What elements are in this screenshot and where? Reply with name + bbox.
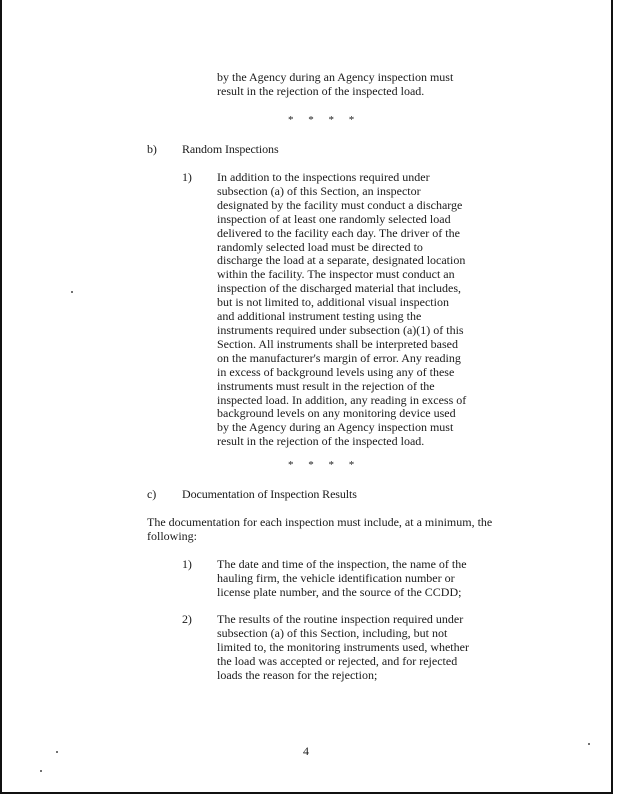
text-line: background levels on any monitoring device used [217,406,456,421]
scan-speck [40,770,42,772]
text-line: subsection (a) of this Section, including, but not [217,625,448,640]
text-line: The documentation for each inspection must include, at a minimum, the [147,515,493,529]
text-line: result in the rejection of the inspected load. [217,83,425,98]
text-line: but is not limited to, additional visual inspection [217,295,449,310]
scan-speck [588,743,590,745]
text-line: inspection of the discharged material that includes, [217,281,462,296]
text-line: In addition to the inspections required under [217,170,430,184]
text-line: the load was accepted or rejected, and for rejected [217,653,458,668]
text-line: inspected load. In addition, any reading in excess of [217,392,467,407]
scan-speck [56,751,58,753]
item-c2-paragraph [217,613,469,683]
section-c-title: Documentation of Inspection Results [182,487,357,501]
text-line: delivered to the facility each day. The driver of the [217,225,460,240]
text-line: by the Agency during an Agency inspection must [217,70,454,84]
section-break-stars: * * * * [288,114,361,126]
section-b-title: Random Inspections [182,142,279,156]
text-line: hauling firm, the vehicle identification number or [217,570,455,585]
text-line: loads the reason for the rejection; [217,667,378,682]
item-c1-number: 1) [182,557,192,571]
carryover-paragraph [217,71,453,99]
text-line: randomly selected load must be directed to [217,239,423,254]
text-line: in excess of background levels using any of these [217,364,455,379]
text-line: instruments must result in the rejection of the [217,378,435,393]
text-line: and additional instrument testing using the [217,309,422,324]
text-line: The results of the routine inspection required under [217,612,464,626]
text-line: limited to, the monitoring instruments used, whether [217,639,469,654]
section-break-stars: * * * * [288,459,361,471]
intro-paragraph [147,516,492,544]
scan-speck [71,291,73,293]
item-c1-paragraph [217,558,467,600]
item-c2-number: 2) [182,612,192,626]
text-line: by the Agency during an Agency inspection must [217,420,454,435]
text-line: on the manufacturer's margin of error. Any reading [217,350,461,365]
text-line: discharge the load at a separate, designated location [217,253,466,268]
section-c-label: c) [147,487,157,501]
section-b-label: b) [147,142,157,156]
page-number: 4 [303,744,309,758]
item-b1-paragraph [217,171,466,449]
text-line: subsection (a) of this Section, an inspector [217,183,421,198]
text-line: instruments required under subsection (a)(1) of this [217,322,464,337]
text-line: following: [147,528,197,543]
text-line: The date and time of the inspection, the name of the [217,557,467,571]
text-line: Section. All instruments shall be interpreted based [217,336,458,351]
item-b1-number: 1) [182,170,192,184]
text-line: inspection of at least one randomly selected load [217,211,451,226]
text-line: within the facility. The inspector must conduct an [217,267,455,282]
text-line: designated by the facility must conduct a discharge [217,197,463,212]
text-line: result in the rejection of the inspected load. [217,434,425,449]
text-line: license plate number, and the source of the CCDD; [217,584,462,599]
